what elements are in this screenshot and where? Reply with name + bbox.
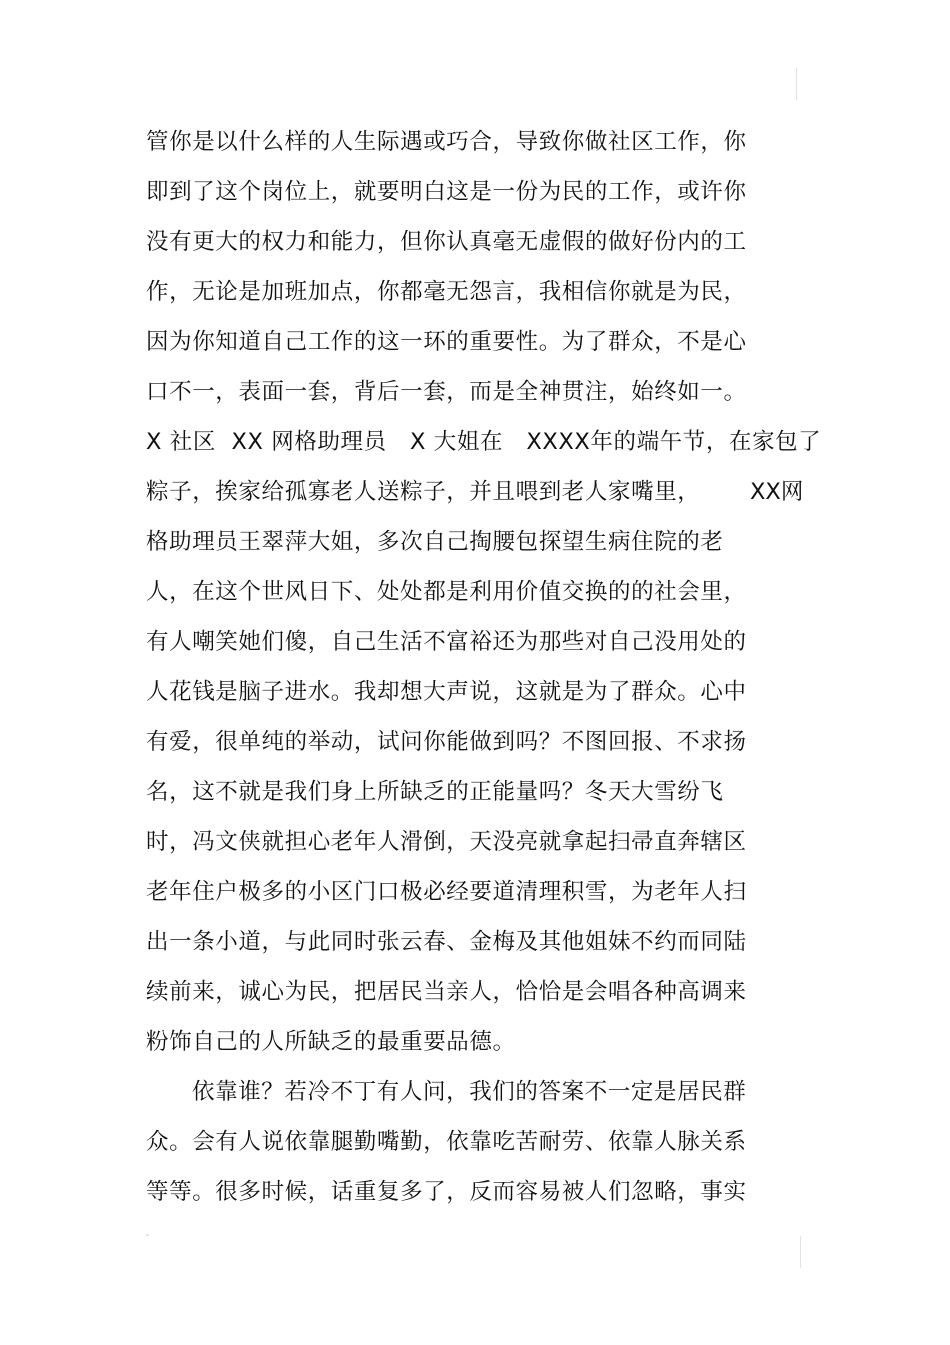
text-line: 时，冯文侠就担心老年人滑倒，天没亮就拿起扫帚直奔辖区 bbox=[146, 829, 747, 855]
text-fragment: XX网 bbox=[750, 479, 804, 505]
page-corner-mark bbox=[796, 68, 797, 100]
text-line: 续前来，诚心为民，把居民当亲人，恰恰是会唱各种高调来 bbox=[146, 979, 747, 1005]
text-line: 因为你知道自己工作的这一环的重要性。为了群众，不是心 bbox=[146, 329, 747, 355]
text-line: 人花钱是脑子进水。我却想大声说，这就是为了群众。心中 bbox=[146, 679, 747, 705]
text-line: 人，在这个世风日下、处处都是利用价值交换的的社会里， bbox=[146, 579, 747, 605]
text-line: 即到了这个岗位上，就要明白这是一份为民的工作，或许你 bbox=[146, 179, 747, 205]
text-line: 名，这不就是我们身上所缺乏的正能量吗？冬天大雪纷飞 bbox=[146, 779, 724, 805]
text-line: 口不一，表面一套，背后一套，而是全神贯注，始终如一。 bbox=[146, 379, 747, 405]
text-line: 粽子，挨家给孤寡老人送粽子，并且喂到老人家嘴里， bbox=[146, 479, 701, 505]
text-line: 等等。很多时候，话重复多了，反而容易被人们忽略，事实 bbox=[146, 1179, 747, 1205]
text-line: 有人嘲笑她们傻，自己生活不富裕还为那些对自己没用处的 bbox=[146, 629, 747, 655]
text-line: 没有更大的权力和能力，但你认真毫无虚假的做好份内的工 bbox=[146, 229, 747, 255]
text-line: 众。会有人说依靠腿勤嘴勤，依靠吃苦耐劳、依靠人脉关系 bbox=[146, 1129, 747, 1155]
text-line: 老年住户极多的小区门口极必经要道清理积雪，为老年人扫 bbox=[146, 879, 747, 905]
text-line: 作，无论是加班加点，你都毫无怨言，我相信你就是为民， bbox=[146, 279, 747, 305]
page-corner-mark bbox=[800, 1236, 801, 1268]
page-corner-mark bbox=[146, 1234, 149, 1236]
text-line: 粉饰自己的人所缺乏的最重要品德。 bbox=[146, 1029, 516, 1055]
text-line: X 社区 XX 网格助理员 X 大姐在 XXXX年的端午节，在家包了 bbox=[146, 429, 822, 455]
text-line: 出一条小道，与此同时张云春、金梅及其他姐妹不约而同陆 bbox=[146, 929, 747, 955]
text-line: 依靠谁？若冷不丁有人问，我们的答案不一定是居民群 bbox=[192, 1079, 747, 1105]
text-line: 管你是以什么样的人生际遇或巧合，导致你做社区工作，你 bbox=[146, 129, 747, 155]
text-line: 格助理员王翠萍大姐，多次自己掏腰包探望生病住院的老 bbox=[146, 529, 724, 555]
text-line: 有爱，很单纯的举动，试问你能做到吗？不图回报、不求扬 bbox=[146, 729, 747, 755]
